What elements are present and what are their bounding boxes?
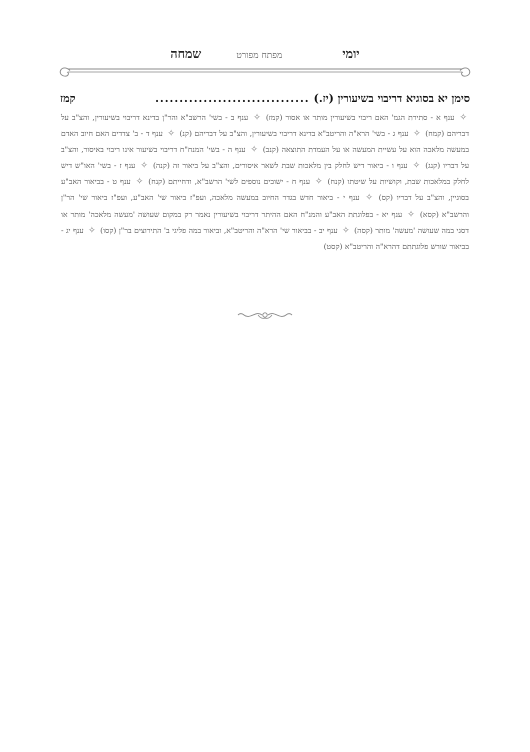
sparkle-separator-icon: ✧ [459, 113, 468, 123]
sparkle-separator-icon: ✧ [315, 177, 323, 188]
index-entry-text: ענף ד - ב' צדדים האם חיוב האדם במעשה מלאכה הוא על עשיית המעשה או על העמדת התוצאה (קנב) [61, 129, 469, 155]
ornamental-rule [58, 64, 472, 80]
header-center-title: מפתח מפורט [236, 51, 283, 61]
sparkle-separator-icon: ✧ [407, 209, 415, 220]
leader-dots: ................................ [155, 92, 310, 105]
index-entry-text: ענף ה - בשי' המנח"ח דריבוי בשיעור אינו ריבוי באיסור, והצ"ב על דבריו (קנג) [61, 145, 470, 171]
index-entry-text: ענף יג - בביאור שורש פלוגתתם דהרא"ה והריטב"א (קסט) [61, 225, 469, 251]
index-entry-text: ענף ח - ישובים נוספים לשי' הרשב"א, ודחייתם (קנח) [148, 177, 311, 187]
index-entry-text: ענף ו - ביאור דיש לחלק בין מלאכות שבת לשאר איסורים, והצ"ב על ביאור זה (קנה) [152, 161, 408, 171]
index-entry [263, 113, 469, 122]
sparkle-separator-icon: ✧ [250, 145, 258, 156]
section-title-row [60, 92, 470, 108]
sparkle-separator-icon: ✧ [135, 177, 144, 188]
index-entry [150, 161, 422, 170]
section-page-number: קמז [60, 92, 76, 105]
sparkle-separator-icon: ✧ [167, 129, 175, 140]
sparkle-separator-icon: ✧ [365, 193, 373, 204]
sparkle-separator-icon: ✧ [253, 113, 261, 123]
sparkle-separator-icon: ✧ [413, 129, 421, 140]
index-entry-text: ענף ט - בביאור האב"ע בסוגיין, והצ"ב על דבריו (קס) [61, 177, 469, 203]
index-entry-text: ענף יא - בפלוגתת האב"ע והמנ"ח האם ההיתר דריבוי בשיעורין נאמר רק במקום שעושה 'מעשה מלאכה' מותר או דסגי במה שעושה 'מעשה' מותר (קסה) [61, 209, 469, 235]
sparkle-separator-icon: ✧ [342, 225, 350, 236]
index-entries [61, 110, 469, 254]
section-title: סימן יא בסוגיא דריבוי בשיעורין (יז.) [313, 92, 470, 105]
closing-ornament [236, 309, 294, 321]
index-entry-text: ענף ז - בשי' האו"ש דיש לחלק במלאכות שבת, וקושיות על שיטתו (קנח) [61, 161, 469, 187]
index-entry-text: ענף ג - בשי' הרא"ה והריטב"א בדינא דריבוי בשיעורין, והצ"ב על דבריהם (קנ) [179, 129, 409, 139]
index-entry [98, 226, 352, 235]
sparkle-separator-icon: ✧ [88, 225, 96, 236]
header-left-title: שמחה [170, 46, 202, 61]
header-right-title: יומי [342, 46, 360, 61]
index-entry [177, 129, 423, 138]
running-header [63, 43, 467, 63]
index-entry [145, 177, 324, 186]
sparkle-separator-icon: ✧ [140, 161, 148, 172]
index-entry-text: ענף א - סתירת הגמ' האם ריבוי בשיעורין מותר או אסור (קמז) [265, 113, 455, 122]
index-entry-text: ענף יב - בביאור שי' הרא"ה והריטב"א, וביאור במה פליגי ב' התירוצים בר"ן (קסו) [100, 225, 338, 235]
index-entry-text: ענף י - ביאור חדש בגדר החיוב במעשה מלאכה, ועפ"ז ביאור שי' האב"ע, ועפ"ז ביאור שי' הר"ן והרשב"א (קסא) [61, 193, 469, 219]
index-entry-text: ענף ב - בשי' הרשב"א והר"ן בדינא דריבוי בשיעורין, והצ"ב על דבריהם (קמח) [61, 113, 469, 139]
sparkle-separator-icon: ✧ [412, 161, 421, 172]
